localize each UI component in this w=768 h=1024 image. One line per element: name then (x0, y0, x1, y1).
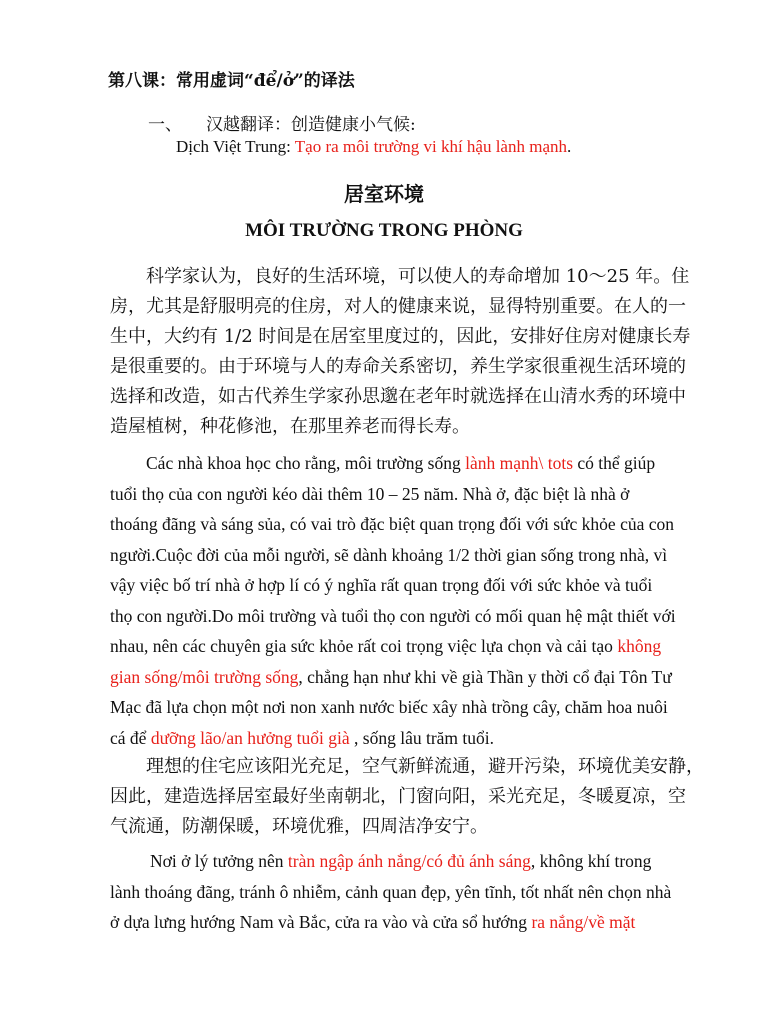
lesson-title: 第八课：常用虚词“để/ở”的译法 (108, 71, 355, 91)
heading-vietnamese: MÔI TRƯỜNG TRONG PHÒNG (245, 220, 523, 241)
text-line: Mạc đã lựa chọn một nơi non xanh nước biếc xây nhà trồng cây, chăm hoa nuôi (110, 697, 668, 717)
highlight-run: dưỡng lão/an hưởng tuổi già (150, 727, 350, 748)
section-heading (148, 110, 416, 135)
text-run: có thể giúp (573, 453, 656, 473)
text-line: 选择和改造，如古代养生学家孙思邈在老年时就选择在山清水秀的环境中 (110, 386, 686, 407)
text-run: , sống lâu trăm tuổi. (349, 727, 495, 748)
text-line: vậy việc bố trí nhà ở hợp lí có ý nghĩa rất quan trọng đối với sức khỏe và tuổi (110, 575, 653, 595)
highlight-run: ra nắng/về mặt (531, 912, 636, 932)
text-line (110, 662, 700, 693)
highlight-run: lành mạnh\ tots (465, 453, 573, 473)
highlight-run: gian sống/môi trường sống (110, 666, 299, 687)
text-line: 生中，大约有 1/2 时间是在居室里度过的，因此，安排好住房对健康长寿 (110, 326, 691, 347)
text-line: 气流通，防潮保暖，环境优雅，四周洁净安宁。 (110, 816, 488, 837)
translation-subtitle (176, 137, 571, 157)
paragraph-1-vietnamese (110, 448, 700, 753)
paragraph-2-chinese (110, 752, 704, 842)
text-line: 造屋植树，种花修池，在那里养老而得长寿。 (110, 416, 470, 437)
section-number: 一、 (148, 115, 182, 135)
text-run: , chẳng hạn như khi về già Thần y thời cổ đại Tôn Tư (298, 666, 672, 687)
text-run: ở dựa lưng hướng Nam và Bắc, cửa ra vào và cửa sổ hướng (110, 912, 532, 932)
highlight-run: tràn ngập ánh nắng/có đủ ánh sáng (287, 851, 531, 871)
section-label: 汉越翻译：创造健康小气候: (206, 115, 416, 135)
text-run: Các nhà khoa học cho rằng, môi trường sống (146, 453, 466, 473)
text-run: cá để (110, 727, 151, 748)
text-line (110, 448, 700, 479)
subtitle-highlight: Tạo ra môi trường vi khí hậu lành mạnh (294, 137, 567, 156)
text-line (110, 723, 700, 754)
text-line: 因此，建造选择居室最好坐南朝北，门窗向阳，采光充足，冬暖夏凉，空 (110, 786, 686, 807)
subtitle-suffix: . (567, 137, 572, 156)
text-line: 理想的住宅应该阳光充足，空气新鲜流通，避开污染，环境优美安静， (110, 756, 704, 777)
text-line (110, 631, 700, 662)
text-line: thoáng đãng và sáng sủa, có vai trò đặc biệt quan trọng đối với sức khỏe của con (110, 514, 674, 534)
text-run: nhau, nên các chuyên gia sức khỏe rất coi trọng việc lựa chọn và cải tạo (110, 636, 618, 656)
highlight-run: không (617, 636, 662, 656)
subtitle-prefix: Dịch Việt Trung: (176, 137, 295, 156)
text-run: , không khí trong (530, 851, 652, 871)
heading-chinese: 居室环境 (344, 182, 424, 206)
text-line: 是很重要的。由于环境与人的寿命关系密切，养生学家很重视生活环境的 (110, 356, 686, 377)
text-line: lành thoáng đãng, tránh ô nhiễm, cảnh quan đẹp, yên tĩnh, tốt nhất nên chọn nhà (110, 881, 672, 902)
text-run: Nơi ở lý tưởng nên (150, 851, 288, 871)
text-line: tuổi thọ của con người kéo dài thêm 10 – 25 năm. Nhà ở, đặc biệt là nhà ở (110, 483, 630, 504)
text-line: 科学家认为，良好的生活环境，可以使人的寿命增加 10～25 年。住 (110, 266, 690, 287)
text-line: thọ con người.Do môi trường và tuổi thọ con người có mối quan hệ mật thiết với (110, 605, 676, 626)
paragraph-2-vietnamese (110, 846, 700, 938)
text-line: 房，尤其是舒服明亮的住房，对人的健康来说，显得特别重要。在人的一 (110, 296, 686, 317)
text-line (110, 846, 700, 877)
paragraph-1-chinese (110, 262, 700, 442)
text-line (110, 907, 700, 938)
text-line: người.Cuộc đời của mỗi người, sẽ dành khoảng 1/2 thời gian sống trong nhà, vì (110, 544, 668, 565)
